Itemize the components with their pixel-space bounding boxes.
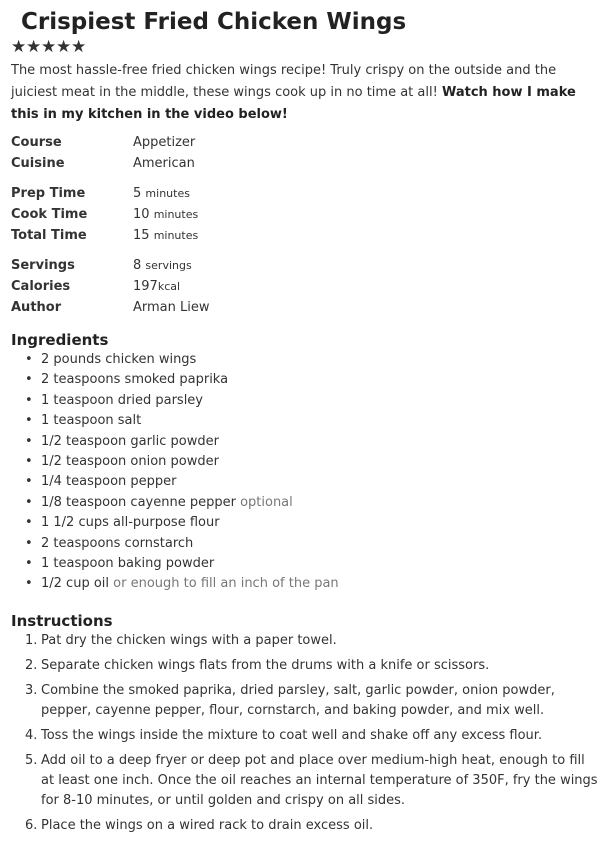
step-text: Toss the wings inside the mixture to coat well and shake off any excess flour. [41, 727, 543, 743]
recipe-summary [11, 60, 600, 126]
meta-value [133, 276, 180, 297]
summary-text: The most hassle-free fried chicken wings recipe! Truly crispy on the outside and the juiciest meat in the middle, these wings cook up in no time at all! [11, 63, 557, 100]
bullet-icon: • [25, 454, 33, 470]
ingredient-note: or enough to fill an inch of the pan [113, 576, 339, 592]
ingredient-text: 1/4 teaspoon pepper [41, 474, 177, 490]
instructions-heading: Instructions [11, 611, 113, 630]
meta-label: Course [11, 135, 62, 150]
ingredient-text: 2 teaspoons smoked paprika [41, 372, 229, 388]
step-number: 1. [25, 632, 38, 648]
meta-group-servings [11, 255, 600, 318]
meta-cuisine [11, 153, 600, 174]
ingredient-text: 1/2 teaspoon onion powder [41, 454, 219, 470]
star-icon[interactable]: ★ [56, 37, 72, 57]
instruction-step [25, 656, 600, 676]
meta-label: Total Time [11, 228, 87, 243]
bullet-icon: • [25, 413, 33, 429]
ingredient-text: 1 teaspoon baking powder [41, 556, 215, 572]
step-number: 4. [25, 727, 38, 743]
step-text: Pat dry the chicken wings with a paper towel. [41, 632, 337, 648]
meta-value: American [133, 156, 195, 171]
star-icon[interactable]: ★ [11, 37, 27, 57]
calories-value: 197 [133, 279, 158, 294]
bullet-icon: • [25, 474, 33, 490]
cook-time-unit: minutes [153, 208, 199, 221]
star-icon[interactable]: ★ [71, 37, 87, 57]
ingredient-item [25, 411, 600, 431]
summary-video-callout: Watch how I make this in my kitchen in the video below! [11, 85, 576, 122]
meta-calories [11, 276, 600, 297]
meta-cook-time [11, 204, 600, 225]
instruction-step [25, 816, 600, 836]
instruction-step [25, 681, 600, 721]
bullet-icon: • [25, 556, 33, 572]
ingredients-heading: Ingredients [11, 331, 109, 349]
ingredient-text: 1 1/2 cups all-purpose flour [41, 515, 220, 531]
meta-label: Servings [11, 258, 75, 273]
ingredient-text: 1/2 teaspoon garlic powder [41, 433, 219, 449]
meta-value: Appetizer [133, 135, 196, 150]
meta-label: Prep Time [11, 186, 86, 201]
meta-prep-time [11, 183, 600, 204]
instruction-step [25, 631, 600, 651]
step-number: 3. [25, 682, 38, 698]
ingredient-item [25, 452, 600, 472]
ingredient-item [25, 472, 600, 492]
bullet-icon: • [25, 576, 33, 592]
prep-time-unit: minutes [145, 187, 190, 200]
meta-label: Author [11, 300, 62, 315]
bullet-icon: • [25, 494, 33, 510]
meta-group-category [11, 132, 600, 174]
ingredient-text: 2 pounds chicken wings [41, 352, 197, 367]
total-time-unit: minutes [153, 229, 199, 242]
ingredient-item [25, 554, 600, 574]
ingredient-item [25, 493, 600, 513]
meta-group-times [11, 183, 600, 246]
ingredient-note: optional [240, 494, 293, 510]
meta-value [133, 183, 190, 204]
meta-servings [11, 255, 600, 276]
ingredient-text: 1/8 teaspoon cayenne pepper [41, 494, 236, 510]
calories-unit: kcal [157, 280, 181, 293]
step-number: 6. [25, 817, 38, 833]
instructions-list [11, 631, 600, 836]
ingredient-item [25, 350, 600, 370]
step-number: 2. [25, 657, 38, 673]
ingredient-text: 1 teaspoon dried parsley [41, 392, 203, 408]
meta-value: Arman Liew [133, 300, 210, 315]
star-icon[interactable]: ★ [26, 37, 42, 57]
step-number: 5. [25, 752, 38, 768]
total-time-value: 15 [133, 228, 150, 243]
step-text: Separate chicken wings flats from the drums with a knife or scissors. [41, 657, 490, 673]
bullet-icon: • [25, 535, 33, 551]
instruction-step [25, 726, 600, 746]
bullet-icon: • [25, 515, 33, 531]
meta-value[interactable] [133, 255, 192, 276]
ingredient-item [25, 534, 600, 554]
ingredient-text: 2 teaspoons cornstarch [41, 535, 194, 551]
ingredient-text: 1/2 cup oil [41, 576, 110, 592]
meta-label: Cuisine [11, 156, 65, 171]
star-icon[interactable]: ★ [41, 37, 57, 57]
ingredient-item [25, 513, 600, 533]
ingredient-item [25, 391, 600, 411]
ingredient-text: 1 teaspoon salt [41, 413, 142, 429]
prep-time-value: 5 [133, 186, 142, 201]
bullet-icon: • [25, 392, 33, 408]
ingredients-list [11, 350, 600, 595]
step-text: Add oil to a deep fryer or deep pot and place over medium-high heat, enough to fill at least one inch. Once the oil reaches an internal temperature of 350F, fry the wings for 8-10 minutes, or until golden and crispy on all sides. [41, 752, 598, 808]
meta-label: Cook Time [11, 207, 88, 222]
recipe-title: Crispiest Fried Chicken Wings [21, 9, 407, 35]
ingredient-item [25, 574, 600, 594]
meta-value [133, 225, 198, 246]
step-text: Place the wings on a wired rack to drain excess oil. [41, 817, 374, 833]
ingredient-item [25, 432, 600, 452]
servings-unit: servings [145, 259, 192, 272]
meta-value [133, 204, 198, 225]
instruction-step [25, 751, 600, 811]
bullet-icon: • [25, 352, 33, 367]
ingredient-item [25, 370, 600, 390]
step-text: Combine the smoked paprika, dried parsley, salt, garlic powder, onion powder, pepper, cayenne pepper, flour, cornstarch, and baking powder, and mix well. [41, 682, 555, 718]
bullet-icon: • [25, 433, 33, 449]
recipe-meta [11, 132, 600, 318]
bullet-icon: • [25, 372, 33, 388]
meta-course [11, 132, 600, 153]
star-rating[interactable] [11, 38, 600, 56]
cook-time-value: 10 [133, 207, 150, 222]
meta-label: Calories [11, 279, 71, 294]
servings-value[interactable]: 8 [133, 258, 142, 273]
meta-total-time [11, 225, 600, 246]
meta-author [11, 297, 600, 318]
